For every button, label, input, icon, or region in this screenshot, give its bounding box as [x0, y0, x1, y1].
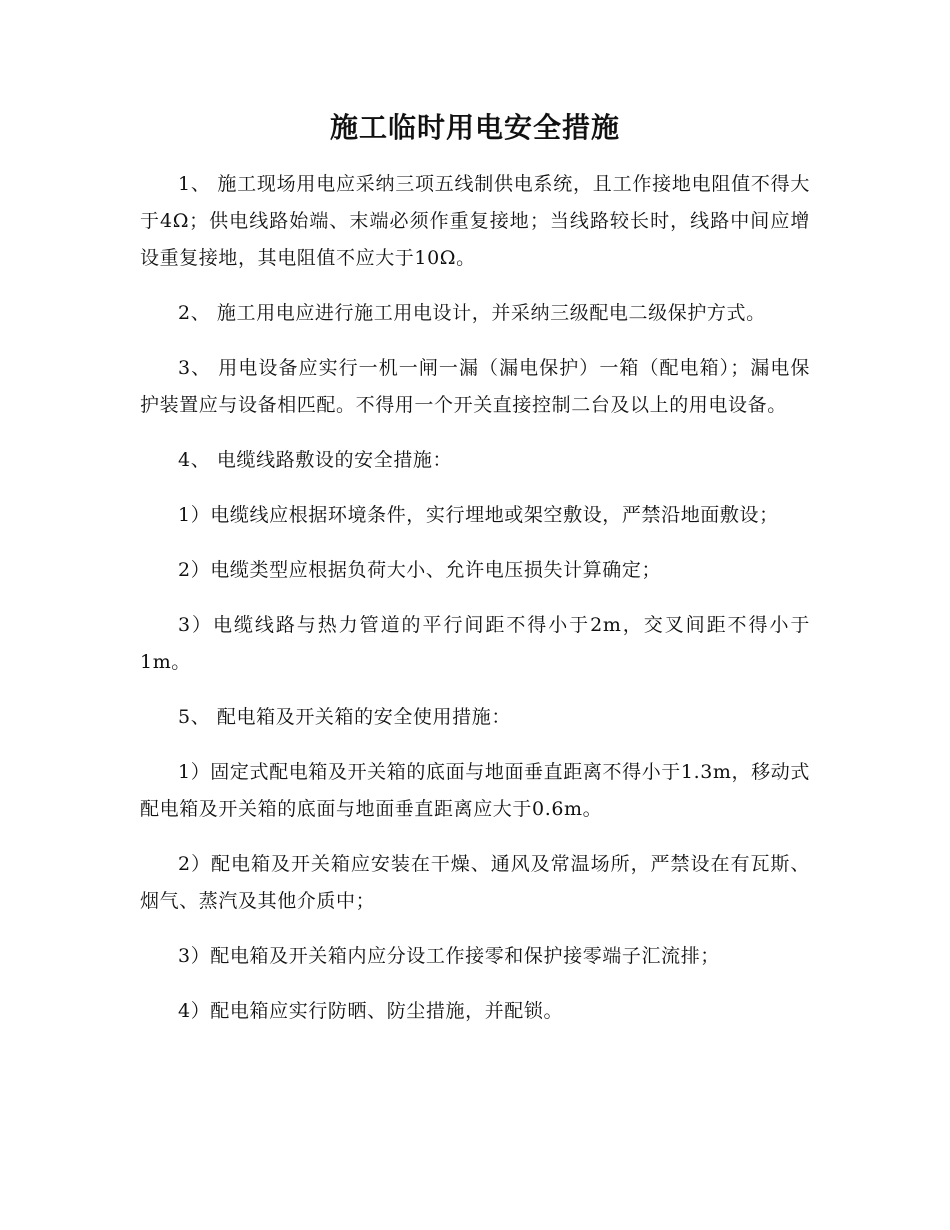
paragraph-5-3: 3）配电箱及开关箱内应分设工作接零和保护接零端子汇流排；: [178, 945, 720, 967]
paragraph-5-2: 2）配电箱及开关箱应安装在干燥、通风及常温场所，严禁设在有瓦斯、烟气、蒸汽及其他介质中；: [140, 853, 810, 912]
paragraph-2: 2、 施工用电应进行施工用电设计，并采纳三级配电二级保护方式。: [178, 302, 766, 324]
document-title: 施工临时用电安全措施: [329, 111, 620, 144]
paragraph-5: 5、 配电箱及开关箱的安全使用措施：: [178, 706, 511, 728]
paragraph-1: 1、 施工现场用电应采纳三项五线制供电系统，且工作接地电阻值不得大于4Ω；供电线路始端、末端必须作重复接地；当线路较长时，线路中间应增设重复接地，其电阻值不应大于10Ω。: [140, 173, 810, 269]
paragraph-4: 4、 电缆线路敷设的安全措施：: [178, 449, 453, 471]
document-body: [140, 166, 810, 1048]
paragraph-4-1: 1）电缆线应根据环境条件，实行埋地或架空敷设，严禁沿地面敷设；: [178, 504, 779, 526]
paragraph-4-3: 3）电缆线路与热力管道的平行间距不得小于2m，交叉间距不得小于1m。: [140, 614, 810, 673]
paragraph-5-1: 1）固定式配电箱及开关箱的底面与地面垂直距离不得小于1.3m，移动式配电箱及开关箱的底面与地面垂直距离应大于0.6m。: [140, 761, 810, 820]
paragraph-5-4: 4）配电箱应实行防晒、防尘措施，并配锁。: [178, 1000, 564, 1022]
paragraph-3: 3、 用电设备应实行一机一闸一漏（漏电保护）一箱（配电箱）；漏电保护装置应与设备相匹配。不得用一个开关直接控制二台及以上的用电设备。: [140, 357, 810, 416]
paragraph-4-2: 2）电缆类型应根据负荷大小、允许电压损失计算确定；: [178, 559, 662, 581]
